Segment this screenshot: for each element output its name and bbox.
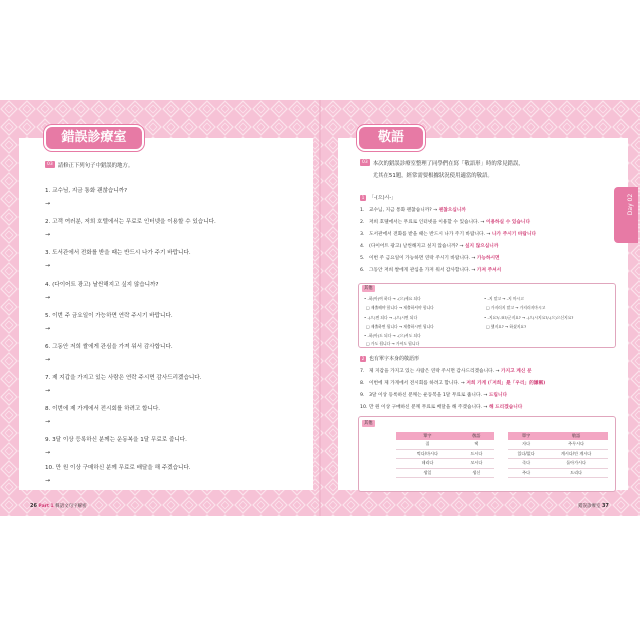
note-item: • -지요?/-죠?/군지요? → -(으)시지요?/-(으)으신지요? [484,315,574,320]
table-row: 먹다/마시다 드시다 [396,449,494,459]
question-2: 2. 고객 여러분, 저희 호텔에서는 무료로 인터넷을 이용할 수 있습니다. [45,219,216,225]
answer-arrow-4: → [45,294,51,301]
table-header: 敬語 [544,432,608,440]
note-item: □ 했지요? → 하셨지요? [486,324,527,329]
note-item: • -지 말고 → -지 마시고 [484,296,524,301]
section-1-badge: 1 [361,194,365,200]
answer-arrow-7: → [45,387,51,394]
note-item: □ 가지러지 말고 → 가지러지마시고 [486,305,546,310]
question-10: 10. 만 원 이상 구매하신 분께 무료로 배달을 해 주겠습니다. [45,465,191,471]
table-header: 敬語 [459,432,494,440]
question-8: 8. 이번에 제 가게에서 전시회를 하려고 합니다. [45,406,161,412]
item-4: 4. (다이어트 광고) 날씬해지고 싶지 않습니까? → 싶지 않으십니까 [360,244,499,249]
right-footer [578,503,609,509]
answer-arrow-3: → [45,262,51,269]
note-item: • -하(아)도 되다 → -(으)셔도 되다 [364,333,421,338]
item-10: 10. 만 원 이상 구매하신 분께 무료로 배달을 해 주겠습니다. → 해 드리겠습니다 [360,405,523,410]
item-7: 7. 제 지갑을 가지고 있는 사람은 연락 주시면 감사드리겠습니다. → 가지고 계신 분 [360,369,532,374]
question-4: 4. (다이어트 광고) 날씬해지고 싶지 않습니까? [45,282,159,288]
table-row: 죽다 돌아가시다 [508,459,608,469]
honorific-table-right [508,432,608,478]
table-row: 집 댁 [396,440,494,449]
right-intro [360,159,524,179]
note-item: □ 제출해야 합니다 → 제출하셔야 합니다 [366,305,434,310]
question-3: 3. 도서관에서 전화를 받을 때는 반드시 나가 주기 바랍니다. [45,250,191,256]
section-1-heading [360,194,396,201]
answer-arrow-9: → [45,449,51,456]
question-5: 5. 이번 주 금요일이 가능하면 연락 주시기 바랍니다. [45,313,173,319]
item-6: 6. 그동안 저희 쌀에게 관심을 가져 워서 감사합니다. → 가져 주셔서 [360,268,502,273]
answer-arrow-5: → [45,325,51,332]
item-2: 2. 저희 호텔에서는 무료로 인터넷을 이용할 수 있습니다. → 이용하실 수 있습니다 [360,220,530,225]
answer-arrow-1: → [45,200,51,207]
item-9: 9. 3달 이상 등록하신 분께는 운동복을 1달 무료로 줍니다. → 드립니다 [360,393,508,398]
table-row: 있다/없다 계시다/안 계시다 [508,449,608,459]
section-2-title: 也有單字本身的敬語形 [369,356,420,362]
answer-arrow-2: → [45,231,51,238]
note-item: □ 제출하면 됩니다 → 제출하시면 됩니다 [366,324,434,329]
right-intro-badge: 03 [362,160,368,165]
left-page-number: 26 [30,503,37,509]
table-header: 單字 [508,432,544,440]
right-intro-line-1: 本次的錯誤診療室整理了同學們在寫「敬語形」時的常見錯誤， [372,161,524,167]
note-item: • -(으)면 되다 → -(으)시면 되다 [364,315,418,320]
table-header: 單字 [396,432,459,440]
left-footer-part: Part 1 [38,504,54,509]
section-2-badge: 2 [361,355,365,361]
table-row: 주다 드리다 [508,468,608,478]
note-item: • -하(아)여 하다 → -(으)세요 되다 [364,296,421,301]
left-footer [30,503,87,509]
section-1-title: 「-(으)시-」 [369,195,397,201]
answer-arrow-10: → [45,477,51,484]
answer-arrow-8: → [45,418,51,425]
item-5: 5. 이번 주 금요일이 가능하면 연락 주시기 바랍니다. → 가능하시면 [360,256,500,261]
right-page-number: 37 [601,503,609,509]
day-tab-label: Day 02 [627,193,635,216]
grammar-note-label: 其他 [364,286,373,291]
left-footer-caption: 韓語文句字解密 [55,504,87,509]
right-footer-caption: 錯誤診療室 [578,504,601,509]
honorific-vocab-label: 其他 [364,421,373,426]
table-row: 자다 주무시다 [508,440,608,449]
item-1: 1. 교수님, 지금 통화 괜찮습니까? → 괜찮으십니까 [360,208,466,213]
answer-arrow-6: → [45,356,51,363]
left-instruction-text: 請修正下列句子中錯誤的地方。 [57,163,134,169]
question-7: 7. 제 지갑을 가지고 있는 사람은 연락 주시면 감사드리겠습니다. [45,375,202,381]
question-1: 1. 교수님, 지금 통화 괜찮습니까? [45,188,128,194]
left-title-tab: 錯誤診療室 [44,125,144,151]
day-side-tab [614,187,638,243]
left-instruction [45,161,133,169]
right-intro-line-2: 尤其在51題，經常需要根據狀況使用適當的敬語。 [372,173,493,179]
note-item: □ 가도 됩니다 → 가셔도 됩니다 [366,341,420,346]
right-title-tab: 敬語 [357,125,425,151]
table-row: 데리다 모시다 [396,459,494,469]
honorific-table-left [396,432,494,478]
item-3: 3. 도서관에서 전화를 받을 때는 반드시 나가 주기 바랍니다. → 나가 주시기 바랍니다 [360,232,537,237]
table-row: 생일 생신 [396,468,494,478]
question-9: 9. 3달 이상 등록하신 분께는 운동복을 1달 무료로 줍니다. [45,437,187,443]
section-2-heading [360,355,419,362]
left-instruction-badge: 03 [47,162,53,167]
item-8: 8. 이번에 제 가게에서 전시회를 하려고 합니다. → 저희 가게 (「저희」是「우리」的謙稱) [360,381,546,386]
question-6: 6. 그동안 저희 쌀에게 관심을 가져 워서 감사합니다. [45,344,173,350]
